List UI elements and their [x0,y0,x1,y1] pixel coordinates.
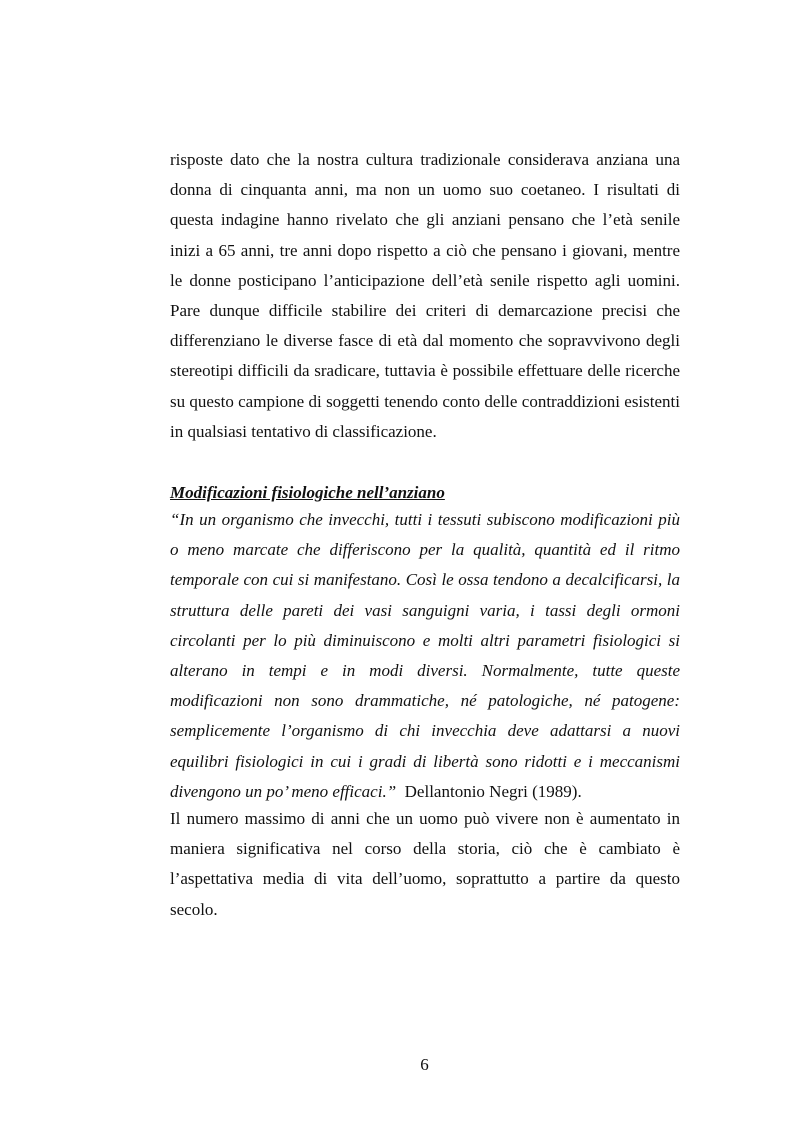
quote-text: “In un organismo che invecchi, tutti i tessuti subiscono modificazioni più o meno marcate che differiscono per la qualità, quantità ed il ritmo temporale con cui si manifestano. Così le ossa tendono a decalcificarsi, la struttura delle pareti dei vasi sanguigni varia, i tassi degli ormoni circolanti per lo più diminuiscono e molti altri parametri fisiologici si alterano in tempi e in modi diversi. Normalmente, tutte queste modificazioni non sono drammatiche, né patologiche, né patogene: semplicemente l’organismo di chi invecchia deve adattarsi a nuovi equilibri fisiologici in cui i gradi di libertà sono ridotti e i meccanismi divengono un po’ meno efficaci.” [170,510,680,801]
closing-paragraph: Il numero massimo di anni che un uomo può vivere non è aumentato in maniera significativa nel corso della storia, ciò che è cambiato è l’aspettativa media di vita dell’uomo, soprattutto a partire da questo secolo. [170,809,680,919]
page-number: 6 [420,1055,429,1074]
quote-citation: Dellantonio Negri (1989). [404,781,582,801]
section-heading: Modificazioni fisiologiche nell’anziano [170,483,445,502]
quote-paragraph [170,505,680,807]
intro-paragraph: risposte dato che la nostra cultura tradizionale considerava anziana una donna di cinquanta anni, ma non un uomo suo coetaneo. I risultati di questa indagine hanno rivelato che gli anziani pensano che l’età senile inizi a 65 anni, tre anni dopo rispetto a ciò che pensano i giovani, mentre le donne posticipano l’anticipazione dell’età senile rispetto agli uomini. Pare dunque difficile stabilire dei criteri di demarcazione precisi che differenziano le diverse fasce di età dal momento che sopravvivono degli stereotipi difficili da sradicare, tuttavia è possibile effettuare delle ricerche su questo campione di soggetti tenendo conto delle contraddizioni esistenti in qualsiasi tentativo di classificazione. [170,150,680,441]
